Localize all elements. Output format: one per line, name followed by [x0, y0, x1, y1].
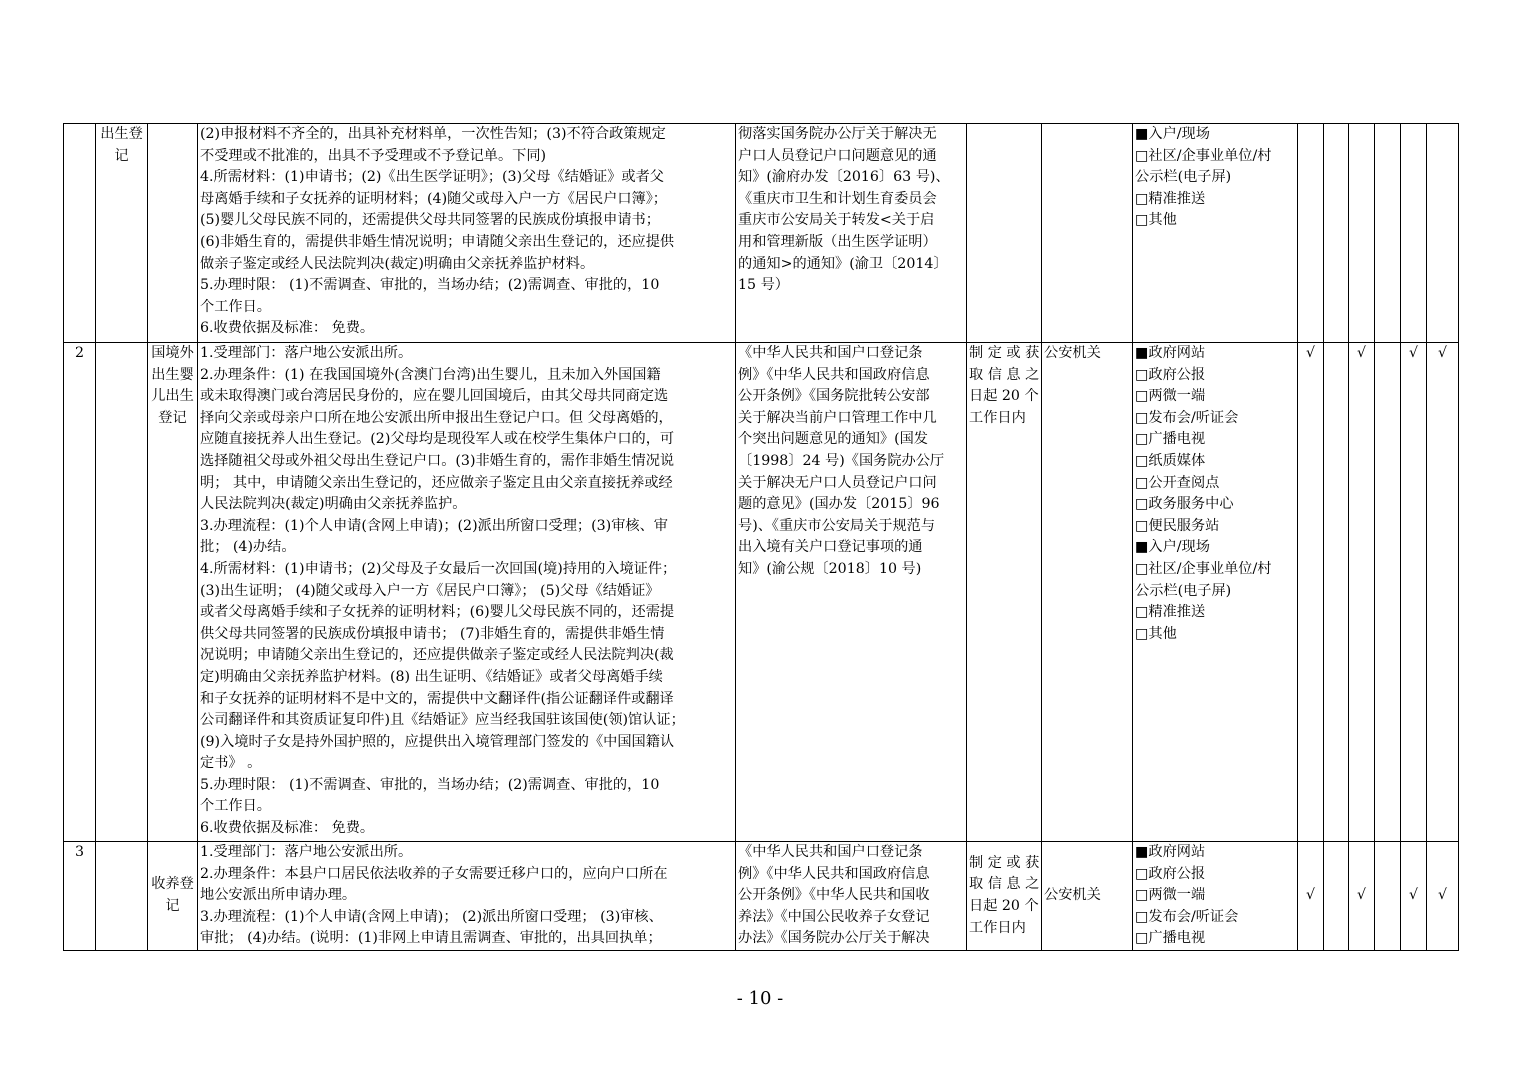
- table-row: [64, 343, 1459, 842]
- mark-cell: √: [1401, 343, 1427, 842]
- mark-cell: √: [1349, 842, 1375, 951]
- mark-cell: √: [1298, 842, 1324, 951]
- item-cell: 收养登 记: [148, 842, 198, 951]
- basis-cell: 《中华人民共和国户口登记条 例》《中华人民共和国政府信息 公开条例》《国务院批转公安部 关于解决当前户口管理工作中几 个突出问题意见的通知》(国发 〔1998〕24 号)《国务院办公厅 关于解决无户口人员登记户口问 题的意见》(国办发〔2015〕96 号)、《重庆市公安局关于规范与 出入境有关户口登记事项的通 知》(渝公规〔2018〕10 号): [736, 343, 967, 842]
- basis-cell: 彻落实国务院办公厅关于解决无 户口人员登记户口问题意见的通 知》(渝府办发〔2016〕63 号)、 《重庆市卫生和计划生育委员会 重庆市公安局关于转发<关于启 用和管理新版（出生医学证明） 的通知>的通知》(渝卫〔2014〕 15 号）: [736, 124, 967, 343]
- page-number: - 10 -: [736, 988, 784, 1009]
- channels-cell: ■政府网站 □政府公报 □两微一端 □发布会/听证会 □广播电视 □纸质媒体 □公开查阅点 □政务服务中心 □便民服务站 ■入户/现场 □社区/企事业单位/村 公示栏(电子屏) □精准推送 □其他: [1133, 343, 1298, 842]
- mark-cell: [1324, 842, 1349, 951]
- mark-cell: [1375, 842, 1401, 951]
- dept-cell: 公安机关: [1042, 842, 1133, 951]
- mark-cell: [1401, 124, 1427, 343]
- mark-cell: [1324, 124, 1349, 343]
- dept-cell: 公安机关: [1042, 343, 1133, 842]
- row-number: 3: [64, 842, 96, 951]
- mark-cell: √: [1427, 842, 1459, 951]
- table-row: [64, 124, 1459, 343]
- row-number: [64, 124, 96, 343]
- time-limit-cell: 制 定 或 获 取 信 息 之 日起 20 个 工作日内: [967, 842, 1042, 951]
- time-limit-cell: 制 定 或 获 取 信 息 之 日起 20 个 工作日内: [967, 343, 1042, 842]
- mark-cell: √: [1401, 842, 1427, 951]
- mark-cell: [1324, 343, 1349, 842]
- mark-cell: √: [1427, 343, 1459, 842]
- category-cell: 出生登 记: [96, 124, 148, 343]
- mark-cell: [1427, 124, 1459, 343]
- content-cell: 1.受理部门：落户地公安派出所。 2.办理条件：(1) 在我国国境外(含澳门台湾)出生婴儿，且未加入外国国籍 或未取得澳门或台湾居民身份的，应在婴儿回国境后，由其父母共同商定选 择向父亲或母亲户口所在地公安派出所申报出生登记户口。但 父母离婚的， 应随直接抚养人出生登记。(2)父母均是现役军人或在校学生集体户口的，可 选择随祖父母或外祖父母出生登记户口。(3)非婚生育的，需作非婚生情况说 明； 其中，申请随父亲出生登记的，还应做亲子鉴定且由父亲直接抚养或经 人民法院判决(裁定)明确由父亲抚养监护。 3.办理流程：(1)个人申请(含网上申请)；(2)派出所窗口受理；(3)审核、审 批； (4)办结。 4.所需材料：(1)申请书；(2)父母及子女最后一次回国(境)持用的入境证件； (3)出生证明； (4)随父或母入户一方《居民户口簿》； (5)父母《结婚证》 或者父母离婚手续和子女抚养的证明材料；(6)婴儿父母民族不同的，还需提 供父母共同签署的民族成份填报申请书； (7)非婚生育的，需提供非婚生情 况说明；申请随父亲出生登记的，还应提供做亲子鉴定或经人民法院判决(裁 定)明确由父亲抚养监护材料。(8) 出生证明、《结婚证》或者父母离婚手续 和子女抚养的证明材料不是中文的，需提供中文翻译件(指公证翻译件或翻译 公司翻译件和其资质证复印件)且《结婚证》应当经我国驻该国使(领)馆认证； (9)入境时子女是持外国护照的，应提供出入境管理部门签发的《中国国籍认 定书》 。 5.办理时限： (1)不需调查、审批的，当场办结；(2)需调查、审批的，10 个工作日。 6.收费依据及标准： 免费。: [198, 343, 736, 842]
- category-cell: [96, 842, 148, 951]
- mark-cell: √: [1298, 343, 1324, 842]
- basis-cell: 《中华人民共和国户口登记条 例》《中华人民共和国政府信息 公开条例》《中华人民共和国收 养法》《中国公民收养子女登记 办法》《国务院办公厅关于解决: [736, 842, 967, 951]
- mark-cell: [1375, 343, 1401, 842]
- table-row: [64, 842, 1459, 951]
- row-number: 2: [64, 343, 96, 842]
- dept-cell: [1042, 124, 1133, 343]
- category-cell: [96, 343, 148, 842]
- mark-cell: [1375, 124, 1401, 343]
- content-cell: 1.受理部门：落户地公安派出所。 2.办理条件：本县户口居民依法收养的子女需要迁移户口的，应向户口所在 地公安派出所申请办理。 3.办理流程：(1)个人申请(含网上申请)； (2)派出所窗口受理； (3)审核、 审批； (4)办结。(说明：(1)非网上申请且需调查、审批的，出具回执单；: [198, 842, 736, 951]
- mark-cell: [1349, 124, 1375, 343]
- time-limit-cell: [967, 124, 1042, 343]
- disclosure-table: [63, 123, 1459, 951]
- item-cell: 国境外 出生婴 儿出生 登记: [148, 343, 198, 842]
- channels-cell: ■入户/现场 □社区/企事业单位/村 公示栏(电子屏) □精准推送 □其他: [1133, 124, 1298, 343]
- mark-cell: [1298, 124, 1324, 343]
- item-cell: [148, 124, 198, 343]
- content-cell: (2)申报材料不齐全的，出具补充材料单，一次性告知；(3)不符合政策规定 不受理或不批准的，出具不予受理或不予登记单。下同) 4.所需材料：(1)申请书；(2)《出生医学证明》；(3)父母《结婚证》或者父 母离婚手续和子女抚养的证明材料；(4)随父或母入户一方《居民户口簿》； (5)婴儿父母民族不同的，还需提供父母共同签署的民族成份填报申请书； (6)非婚生育的，需提供非婚生情况说明；申请随父亲出生登记的，还应提供 做亲子鉴定或经人民法院判决(裁定)明确由父亲抚养监护材料。 5.办理时限： (1)不需调查、审批的，当场办结；(2)需调查、审批的，10 个工作日。 6.收费依据及标准： 免费。: [198, 124, 736, 343]
- mark-cell: √: [1349, 343, 1375, 842]
- channels-cell: ■政府网站 □政府公报 □两微一端 □发布会/听证会 □广播电视: [1133, 842, 1298, 951]
